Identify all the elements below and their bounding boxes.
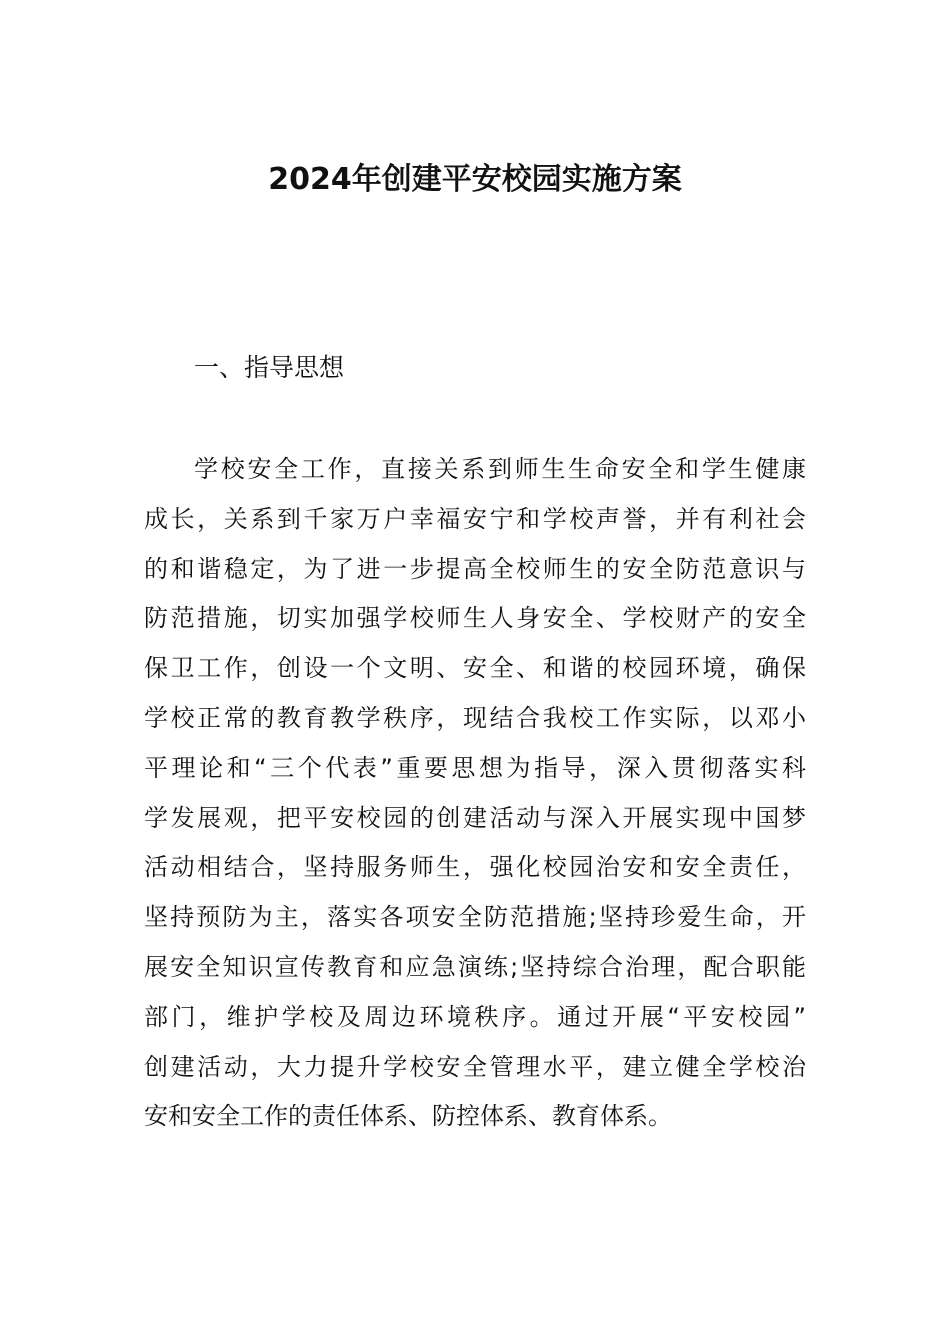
paragraph-line: 安和安全工作的责任体系、防控体系、教育体系。 (144, 1102, 672, 1131)
paragraph-line: 学发展观，把平安校园的创建活动与深入开展实现中国梦 (144, 803, 806, 832)
document-title: 2024年创建平安校园实施方案 (268, 162, 682, 197)
body-paragraph (144, 445, 806, 1142)
paragraph-line: 创建活动，大力提升学校安全管理水平，建立健全学校治 (144, 1052, 806, 1081)
paragraph-line: 保卫工作，创设一个文明、安全、和谐的校园环境，确保 (144, 654, 806, 683)
paragraph-line: 活动相结合，坚持服务师生，强化校园治安和安全责任， (144, 853, 806, 882)
paragraph-line: 的和谐稳定，为了进一步提高全校师生的安全防范意识与 (144, 554, 806, 583)
paragraph-line: 平理论和“三个代表”重要思想为指导，深入贯彻落实科 (144, 753, 806, 782)
paragraph-line: 展安全知识宣传教育和应急演练;坚持综合治理，配合职能 (144, 952, 806, 981)
paragraph-line: 学校安全工作，直接关系到师生生命安全和学生健康 (194, 455, 806, 483)
paragraph-line: 防范措施，切实加强学校师生人身安全、学校财产的安全 (144, 604, 806, 633)
section-heading: 一、指导思想 (194, 353, 345, 382)
paragraph-line: 部门，维护学校及周边环境秩序。通过开展“平安校园” (144, 1002, 806, 1031)
paragraph-line: 坚持预防为主，落实各项安全防范措施;坚持珍爱生命，开 (144, 903, 806, 932)
paragraph-line: 学校正常的教育教学秩序，现结合我校工作实际，以邓小 (144, 703, 806, 732)
paragraph-line: 成长，关系到千家万户幸福安宁和学校声誉，并有利社会 (144, 504, 806, 533)
